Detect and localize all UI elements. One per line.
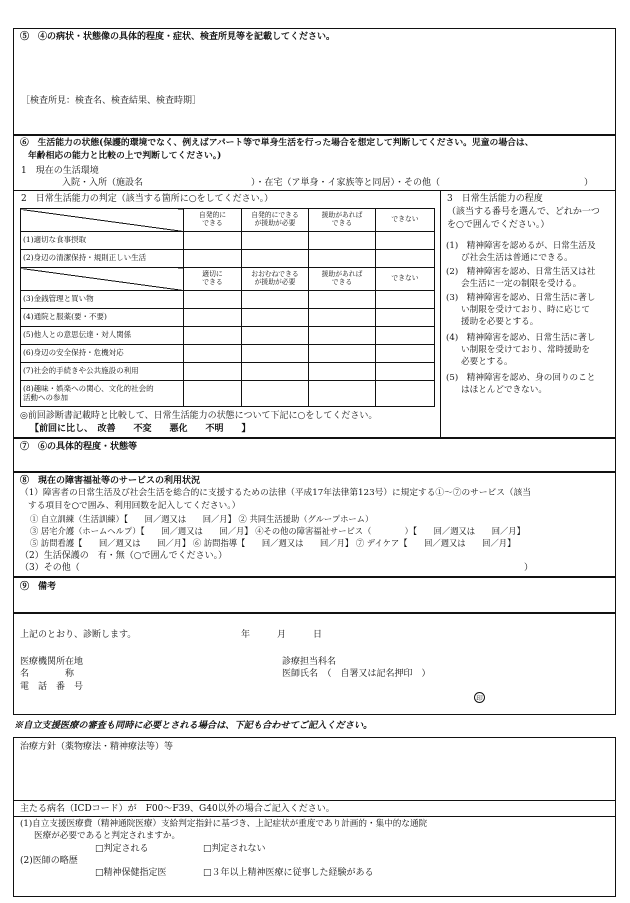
experience-checkbox[interactable]: □３年以上精神医療に従事した経験がある: [203, 868, 374, 878]
col-head-text: できない: [391, 215, 419, 224]
diagnosis-date[interactable]: 年 月 日: [241, 630, 323, 640]
rating-cell[interactable]: [309, 327, 376, 345]
treatment-policy-label: 治療方針（薬物療法・精神療法等）等: [20, 742, 174, 752]
doctor-name-label: 医師氏名 （ 自署又は記名押印 ）: [282, 669, 431, 679]
col-head-b3: [309, 268, 376, 291]
rating-cell[interactable]: [309, 345, 376, 363]
rating-cell[interactable]: [184, 309, 242, 327]
service-law-line: （1）障害者の日常生活及び社会生活を総合的に支援するための法律（平成17年法律第123号）に規定する①〜⑦のサービス（該当: [20, 488, 531, 498]
section-7-input-area[interactable]: [16, 453, 613, 470]
divider-line: [14, 190, 615, 191]
col-head-text: 自発的にできる が援助が必要: [251, 211, 299, 227]
living-environment-options[interactable]: 入院・入所（施設名 ）・在宅（ア単身・イ家族等と同居）・その他（ ）: [62, 178, 594, 188]
rating-cell[interactable]: [184, 327, 242, 345]
seal-icon: 印: [474, 692, 485, 703]
col-head-a4: [376, 209, 435, 232]
item-label: (7)社会的手続きや公共施設の利用: [21, 363, 184, 381]
rating-cell[interactable]: [242, 250, 309, 268]
service-law-line: する項目を○で囲み、利用回数を記入してください。）: [28, 501, 241, 511]
diagnosis-statement: 上記のとおり、診断します。: [20, 630, 137, 640]
col-head-a2: [242, 209, 309, 232]
exam-findings-note: ［検査所見：検査名、検査結果、検査時期］: [21, 96, 202, 106]
col-head-text: 自発的に できる: [198, 211, 227, 227]
section-5-title: ⑤ ④の病状・状態像の具体的程度・症状、検査所見等を記載してください。: [20, 32, 336, 42]
support-notice: ※自立支援医療の審査も同時に必要とされる場合は、下記も合わせてご記入ください。: [14, 720, 373, 731]
rating-cell[interactable]: [242, 345, 309, 363]
col-head-a1: [184, 209, 242, 232]
ability-level-line: (5) 精神障害を認め、身の回りのこと: [446, 373, 596, 383]
rating-cell[interactable]: [184, 363, 242, 381]
ability-level-3[interactable]: [446, 292, 595, 329]
treatment-policy-input[interactable]: [16, 755, 613, 797]
rating-cell[interactable]: [309, 381, 376, 407]
remarks-input-area[interactable]: [16, 594, 613, 611]
not-judged-checkbox[interactable]: □判定されない: [203, 844, 266, 854]
col-head-text: できない: [391, 274, 419, 283]
section-7-title: ⑦ ⑥の具体的程度・状態等: [20, 442, 138, 452]
ability-level-line: (3) 精神障害を認め、日常生活に著し: [446, 293, 596, 303]
ability-level-line: い制限を受けており、常時援助を: [461, 345, 590, 356]
item-label: (1)適切な食事摂取: [21, 232, 184, 250]
col-head-b1: [184, 268, 242, 291]
ability-level-4[interactable]: [446, 332, 595, 369]
service-row-2[interactable]: ③ 居宅介護（ホームヘルプ）【 回／週又は 回／月】 ④その他の障害福祉サービス（ ）【 回／週又は 回／月】: [30, 526, 525, 536]
rating-cell[interactable]: [184, 232, 242, 250]
rating-cell[interactable]: [184, 345, 242, 363]
ability-level-line: い制限を受けており、時に応じて: [461, 305, 590, 316]
col-head-b4: [376, 268, 435, 291]
rating-cell[interactable]: [184, 250, 242, 268]
rating-cell[interactable]: [309, 232, 376, 250]
ability-level-line: 援助を必要とする。: [461, 317, 539, 328]
living-environment-label: 1 現在の生活環境: [21, 166, 99, 176]
rating-cell[interactable]: [376, 309, 435, 327]
rating-cell[interactable]: [376, 381, 435, 407]
rating-cell[interactable]: [376, 232, 435, 250]
rating-cell[interactable]: [242, 232, 309, 250]
judged-checkbox[interactable]: □判定される: [95, 844, 149, 854]
ability-level-line: (1) 精神障害を認めるが、日常生活及: [446, 241, 596, 251]
rating-cell[interactable]: [376, 250, 435, 268]
divider-line: [14, 816, 615, 817]
col-head-b2: [242, 268, 309, 291]
rating-cell[interactable]: [309, 309, 376, 327]
section-6-title: ⑥ 生活能力の状態(保護的環境でなく、例えばアパート等で単身生活を行った場合を想定して判断してください。児童の場合は、: [20, 138, 534, 148]
ability-level-line: はほとんどできない。: [461, 385, 547, 396]
rating-cell[interactable]: [376, 363, 435, 381]
compare-note: ◎前回診断書記載時と比較して、日常生活能力の状態について下記に○をしてください。: [20, 411, 378, 421]
item-label: (5)他人との意思伝達・対人関係: [21, 327, 184, 345]
compare-options[interactable]: 【前回に比し、 改善 不変 悪化 不明 】: [30, 424, 251, 434]
service-row-1[interactable]: ① 自立訓練（生活訓練）【 回／週又は 回／月】 ② 共同生活援助（グループホーム）: [30, 514, 374, 524]
rating-cell[interactable]: [184, 291, 242, 309]
daily-ability-judgement-label: 2 日常生活能力の判定（該当する箇所に○をしてください。）: [21, 194, 274, 204]
other-services-close: ）: [524, 563, 534, 573]
item-label: (4)通院と服薬(要・不要): [21, 309, 184, 327]
col-head-text: 援助があれば できる: [321, 270, 363, 286]
ability-level-line: (4) 精神障害を認め、日常生活に著し: [446, 333, 596, 343]
ability-level-line: 会生活に一定の制限を受ける。: [461, 279, 582, 290]
severity-question-cont: 医療が必要であると判定されますか。: [34, 831, 181, 841]
doctor-career-label: (2)医師の略歴: [20, 856, 78, 866]
column-divider: [440, 190, 441, 438]
rating-cell[interactable]: [242, 363, 309, 381]
ability-level-line: び社会生活は普通にできる。: [461, 253, 573, 264]
facility-name-label: 名 称: [20, 669, 75, 679]
item-label: (2)身辺の清潔保持・規則正しい生活: [21, 250, 184, 268]
address-label: 医療機関所在地: [20, 657, 84, 667]
col-head-text: 適切に できる: [202, 270, 223, 286]
section-8-title: ⑧ 現在の障害福祉等のサービスの利用状況: [20, 476, 201, 486]
section-9-title: ⑨ 備考: [20, 582, 57, 592]
item-label: (6)身辺の安全保持・危機対応: [21, 345, 184, 363]
ability-level-2[interactable]: [446, 266, 595, 290]
section-5-input-area[interactable]: [16, 46, 613, 132]
department-label: 診療担当科名: [282, 657, 337, 667]
ability-level-line: 必要とする。: [461, 357, 513, 368]
welfare-status[interactable]: （2）生活保護の 有・無（○で囲んでください。）: [20, 551, 228, 561]
rating-cell[interactable]: [309, 363, 376, 381]
rating-cell[interactable]: [242, 327, 309, 345]
service-row-3[interactable]: ⑤ 訪問看護【 回／週又は 回／月】 ⑥ 訪問指導【 回／週又は 回／月】 ⑦ デイケア【 回／週又は 回／月】: [30, 538, 516, 548]
rating-cell[interactable]: [376, 327, 435, 345]
col-head-text: 援助があれば できる: [321, 211, 363, 227]
rating-cell[interactable]: [309, 250, 376, 268]
severity-question: (1)自立支援医療費（精神通院医療）支給判定指針に基づき、上記症状が重度であり計画的・集中的な通院: [20, 819, 428, 829]
ability-level-sub1: （該当する番号を選んで、どれか一つ: [447, 207, 600, 217]
col-head-text: おおむねできる が援助が必要: [251, 270, 299, 286]
col-head-a3: [309, 209, 376, 232]
rating-cell[interactable]: [242, 381, 309, 407]
item-label: [21, 381, 184, 407]
rating-cell[interactable]: [309, 291, 376, 309]
rating-cell[interactable]: [242, 291, 309, 309]
divider-line: [14, 800, 615, 801]
table-corner-cell: [21, 268, 184, 291]
phone-label: 電 話 番 号: [20, 682, 84, 692]
rating-cell[interactable]: [184, 381, 242, 407]
icd-note: 主たる病名（ICDコード）が F00〜F39、G40以外の場合ご記入ください。: [20, 804, 335, 814]
designated-physician-checkbox[interactable]: □精神保健指定医: [95, 868, 167, 878]
other-services[interactable]: （3）その他（: [20, 563, 80, 573]
daily-ability-table: [20, 208, 435, 407]
table-corner-cell: [21, 209, 184, 232]
item-label-text: (8)趣味・娯楽への関心、文化的社会的 活動への参加: [23, 383, 154, 402]
ability-level-sub2: を○で囲んでください。）: [447, 220, 550, 230]
ability-level-line: (2) 精神障害を認め、日常生活又は社: [446, 267, 596, 277]
rating-cell[interactable]: [376, 345, 435, 363]
ability-level-title: 3 日常生活能力の程度: [447, 194, 543, 204]
ability-level-5[interactable]: [446, 372, 595, 396]
section-6-title-cont: 年齢相応の能力と比較の上で判断してください。): [28, 151, 222, 161]
ability-level-1[interactable]: [446, 240, 596, 264]
item-label: (3)金銭管理と買い物: [21, 291, 184, 309]
rating-cell[interactable]: [242, 309, 309, 327]
rating-cell[interactable]: [376, 291, 435, 309]
